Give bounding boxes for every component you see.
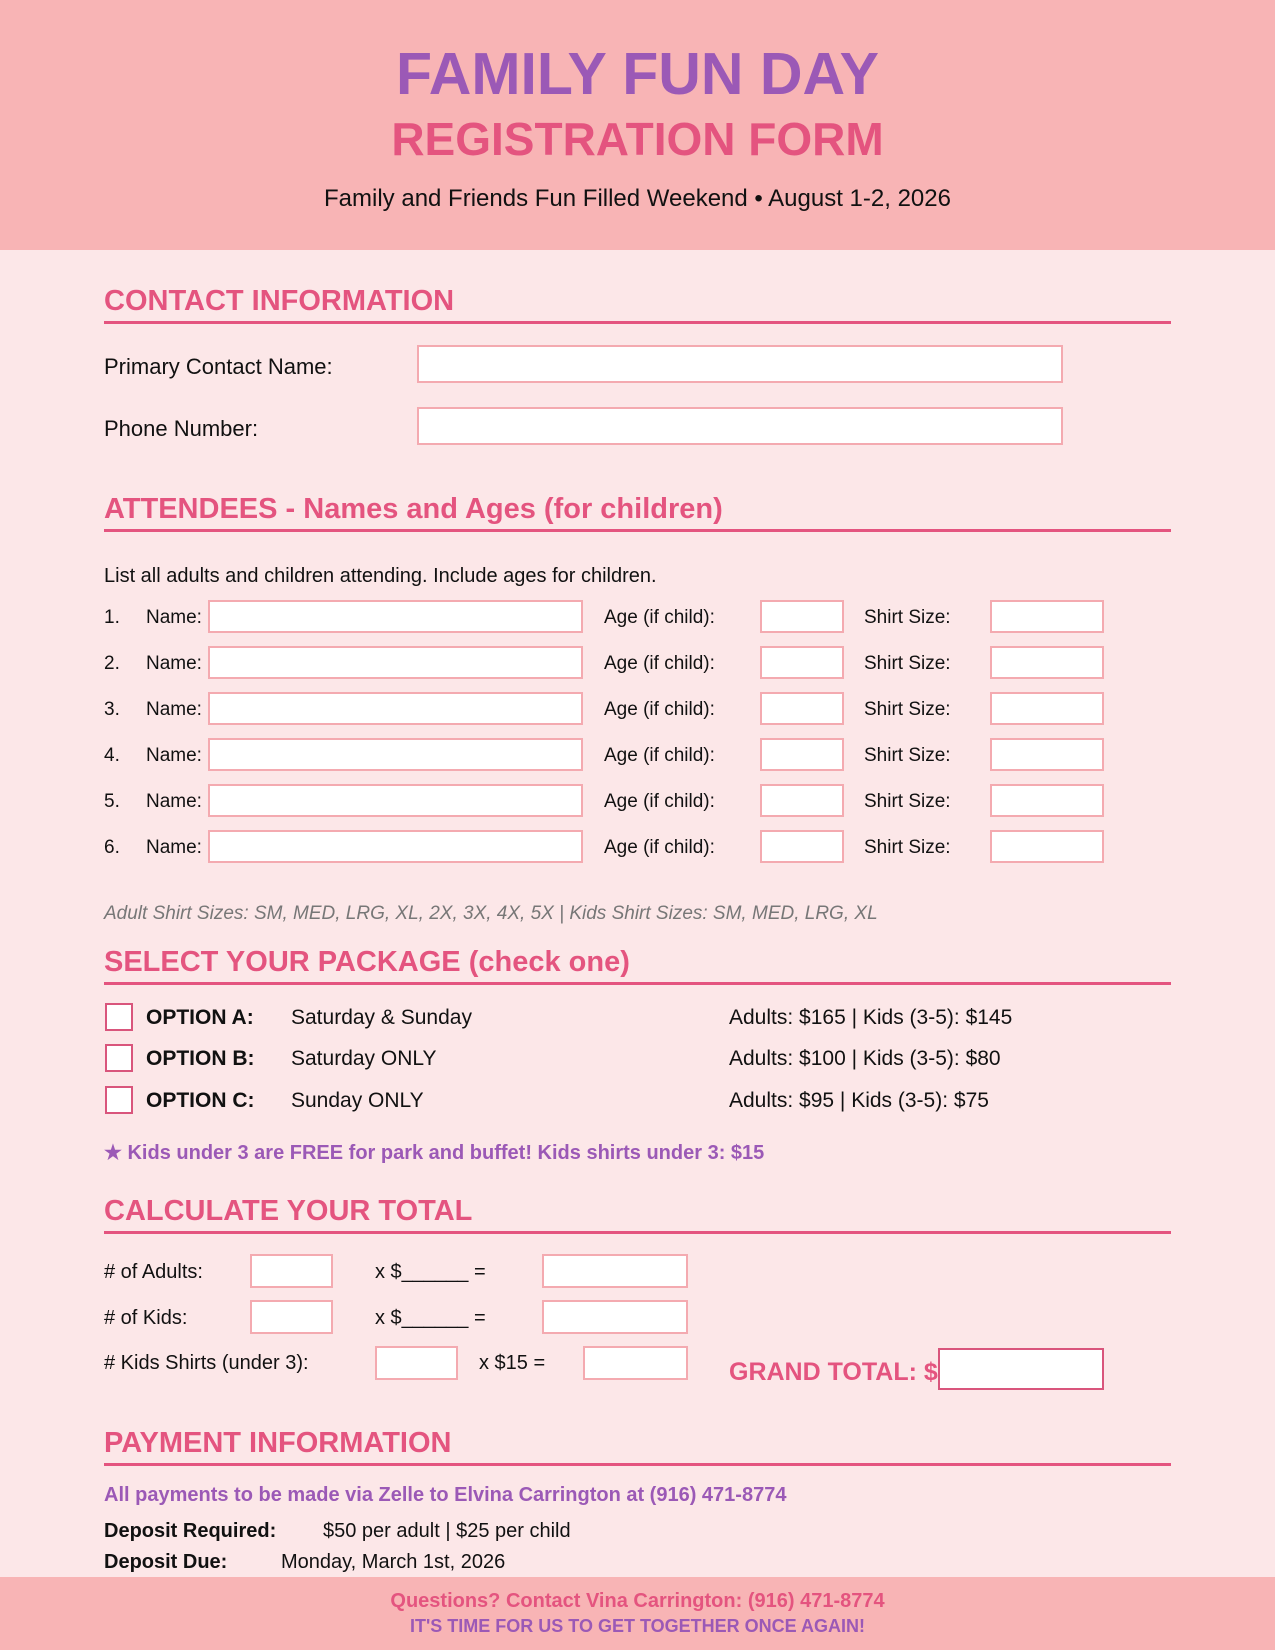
- attendee-name-field[interactable]: [208, 784, 583, 817]
- attendee-name-field[interactable]: [208, 600, 583, 633]
- attendee-row-number: 5.: [104, 791, 120, 812]
- attendee-name-label: Name:: [146, 791, 202, 812]
- attendee-age-label: Age (if child):: [604, 699, 715, 720]
- attendee-row-number: 1.: [104, 607, 120, 628]
- attendee-shirt-label: Shirt Size:: [864, 837, 951, 858]
- primary-contact-name-field[interactable]: [417, 345, 1063, 383]
- adults-count-field[interactable]: [250, 1254, 333, 1288]
- kids-free-note: ★ Kids under 3 are FREE for park and buffet! Kids shirts under 3: $15: [104, 1142, 765, 1164]
- kids-shirts-count-field[interactable]: [375, 1346, 458, 1380]
- attendee-row-number: 4.: [104, 745, 120, 766]
- section-divider: [104, 982, 1171, 985]
- attendee-name-label: Name:: [146, 745, 202, 766]
- section-divider: [104, 529, 1171, 532]
- phone-number-field[interactable]: [417, 407, 1063, 445]
- payment-section-heading: PAYMENT INFORMATION: [104, 1427, 452, 1459]
- kids-count-label: # of Kids:: [104, 1307, 188, 1329]
- attendee-age-field[interactable]: [760, 646, 844, 679]
- deposit-required-value: $50 per adult | $25 per child: [323, 1520, 571, 1542]
- attendee-name-label: Name:: [146, 699, 202, 720]
- attendee-shirt-label: Shirt Size:: [864, 699, 951, 720]
- option-c-price: Adults: $95 | Kids (3-5): $75: [729, 1089, 989, 1112]
- kids-shirts-multiply-label: x $15 =: [479, 1352, 546, 1374]
- adults-multiply-label: x $______ =: [375, 1261, 486, 1283]
- section-divider: [104, 1231, 1171, 1234]
- attendee-shirt-label: Shirt Size:: [864, 745, 951, 766]
- kids-shirts-subtotal-field[interactable]: [583, 1346, 688, 1380]
- zelle-payment-note: All payments to be made via Zelle to Elvina Carrington at (916) 471-8774: [104, 1484, 787, 1506]
- attendee-shirt-size-field[interactable]: [990, 646, 1104, 679]
- option-c-checkbox[interactable]: [105, 1086, 133, 1114]
- package-section-heading: SELECT YOUR PACKAGE (check one): [104, 946, 630, 978]
- kids-shirts-count-label: # Kids Shirts (under 3):: [104, 1352, 309, 1374]
- attendees-section-heading: ATTENDEES - Names and Ages (for children): [104, 493, 723, 525]
- attendee-shirt-size-field[interactable]: [990, 830, 1104, 863]
- option-a-checkbox[interactable]: [105, 1003, 133, 1031]
- option-b-days: Saturday ONLY: [291, 1047, 437, 1070]
- attendees-instructions: List all adults and children attending. Include ages for children.: [104, 565, 657, 587]
- grand-total-field[interactable]: [938, 1348, 1104, 1390]
- adults-count-label: # of Adults:: [104, 1261, 203, 1283]
- attendee-shirt-label: Shirt Size:: [864, 607, 951, 628]
- footer-banner: [0, 1577, 1275, 1650]
- page-title: FAMILY FUN DAY: [395, 41, 880, 107]
- kids-multiply-label: x $______ =: [375, 1307, 486, 1329]
- option-a-price: Adults: $165 | Kids (3-5): $145: [729, 1006, 1013, 1029]
- attendee-shirt-size-field[interactable]: [990, 738, 1104, 771]
- attendee-age-field[interactable]: [760, 600, 844, 633]
- deposit-required-label: Deposit Required:: [104, 1520, 277, 1542]
- deposit-due-label: Deposit Due:: [104, 1551, 228, 1573]
- attendee-name-label: Name:: [146, 837, 202, 858]
- contact-section-heading: CONTACT INFORMATION: [104, 285, 455, 317]
- option-b-checkbox[interactable]: [105, 1044, 133, 1072]
- attendee-name-field[interactable]: [208, 692, 583, 725]
- attendee-age-field[interactable]: [760, 784, 844, 817]
- attendee-name-field[interactable]: [208, 830, 583, 863]
- attendee-age-field[interactable]: [760, 738, 844, 771]
- attendee-row-number: 6.: [104, 837, 120, 858]
- attendee-name-label: Name:: [146, 653, 202, 674]
- kids-subtotal-field[interactable]: [542, 1300, 688, 1334]
- adults-subtotal-field[interactable]: [542, 1254, 688, 1288]
- option-b-price: Adults: $100 | Kids (3-5): $80: [729, 1047, 1001, 1070]
- total-section-heading: CALCULATE YOUR TOTAL: [104, 1195, 473, 1227]
- attendee-age-field[interactable]: [760, 830, 844, 863]
- attendee-age-label: Age (if child):: [604, 791, 715, 812]
- attendee-row-number: 3.: [104, 699, 120, 720]
- phone-number-label: Phone Number:: [104, 416, 259, 441]
- attendee-age-field[interactable]: [760, 692, 844, 725]
- attendee-age-label: Age (if child):: [604, 837, 715, 858]
- attendee-shirt-size-field[interactable]: [990, 600, 1104, 633]
- deposit-due-value: Monday, March 1st, 2026: [281, 1551, 506, 1573]
- attendee-shirt-size-field[interactable]: [990, 692, 1104, 725]
- page-subtitle: REGISTRATION FORM: [391, 113, 884, 165]
- event-tagline: Family and Friends Fun Filled Weekend • August 1-2, 2026: [324, 185, 951, 212]
- attendee-age-label: Age (if child):: [604, 607, 715, 628]
- attendee-shirt-label: Shirt Size:: [864, 653, 951, 674]
- section-divider: [104, 321, 1171, 324]
- attendee-shirt-size-field[interactable]: [990, 784, 1104, 817]
- shirt-sizes-note: Adult Shirt Sizes: SM, MED, LRG, XL, 2X, 3X, 4X, 5X | Kids Shirt Sizes: SM, MED, LRG, XL: [104, 903, 878, 924]
- attendee-row-number: 2.: [104, 653, 120, 674]
- option-a-label: OPTION A:: [146, 1006, 254, 1029]
- attendee-age-label: Age (if child):: [604, 745, 715, 766]
- option-c-days: Sunday ONLY: [291, 1089, 424, 1112]
- option-a-days: Saturday & Sunday: [291, 1006, 472, 1029]
- section-divider: [104, 1463, 1171, 1466]
- attendee-name-field[interactable]: [208, 646, 583, 679]
- grand-total-label: GRAND TOTAL: $: [729, 1358, 938, 1386]
- attendee-name-label: Name:: [146, 607, 202, 628]
- attendee-shirt-label: Shirt Size:: [864, 791, 951, 812]
- primary-contact-label: Primary Contact Name:: [104, 354, 333, 379]
- footer-contact: Questions? Contact Vina Carrington: (916) 471-8774: [390, 1590, 885, 1612]
- kids-count-field[interactable]: [250, 1300, 333, 1334]
- option-b-label: OPTION B:: [146, 1047, 255, 1070]
- attendee-name-field[interactable]: [208, 738, 583, 771]
- footer-slogan: IT'S TIME FOR US TO GET TOGETHER ONCE AGAIN!: [410, 1616, 865, 1636]
- option-c-label: OPTION C:: [146, 1089, 255, 1112]
- attendee-age-label: Age (if child):: [604, 653, 715, 674]
